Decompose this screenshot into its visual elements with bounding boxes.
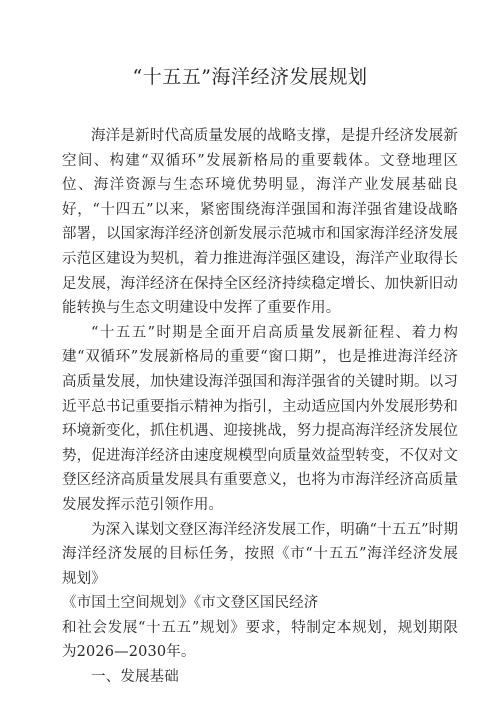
document-body (62, 124, 458, 690)
paragraph-3 (62, 518, 458, 666)
paragraph-3-line-3: 和社会发展“十五五”规划》要求，特制定本规划，规划期限为2026—2030年。 (62, 619, 458, 661)
page-title: “十五五”海洋经济发展规划 (132, 66, 368, 88)
section-heading: 一、发展基础 (91, 669, 179, 686)
paragraph-2: “十五五”时期是全面开启高质量发展新征程、着力构建“双循环”发展新格局的重要“窗口期”，也是推进海洋经济高质量发展，加快建设海洋强国和海洋强省的关键时期。以习近平总书记重要指示精神为指引，主动适应国内外发展形势和环境新变化，抓住机遇、迎接挑战，努力提高海洋经济发展位势，促进海洋经济由速度规模型向质量效益型转变，不仅对文登区经济高质量发展具有重要意义，也将为市海洋经济高质量发展发挥示范引领作用。 (62, 324, 458, 513)
paragraph-3-line-2: 《市国土空间规划》《市文登区国民经济 (62, 595, 319, 612)
paragraph-1: 海洋是新时代高质量发展的战略支撑，是提升经济发展新空间、构建“双循环”发展新格局的重要载体。文登地理区位、海洋资源与生态环境优势明显，海洋产业发展基础良好，“十四五”以来，紧密围绕海洋强国和海洋强省建设战略部署，以国家海洋经济创新发展示范城市和国家海洋经济发展示范区建设为契机，着力推进海洋强区建设，海洋产业取得长足发展，海洋经济在保持全区经济持续稳定增长、加快新旧动能转换与生态文明建设中发挥了重要作用。 (62, 128, 458, 317)
paragraph-3-line-1: 为深入谋划文登区海洋经济发展工作，明确“十五五”时期海洋经济发展的目标任务，按照《市“十五五”海洋经济发展规划》 (62, 521, 458, 587)
